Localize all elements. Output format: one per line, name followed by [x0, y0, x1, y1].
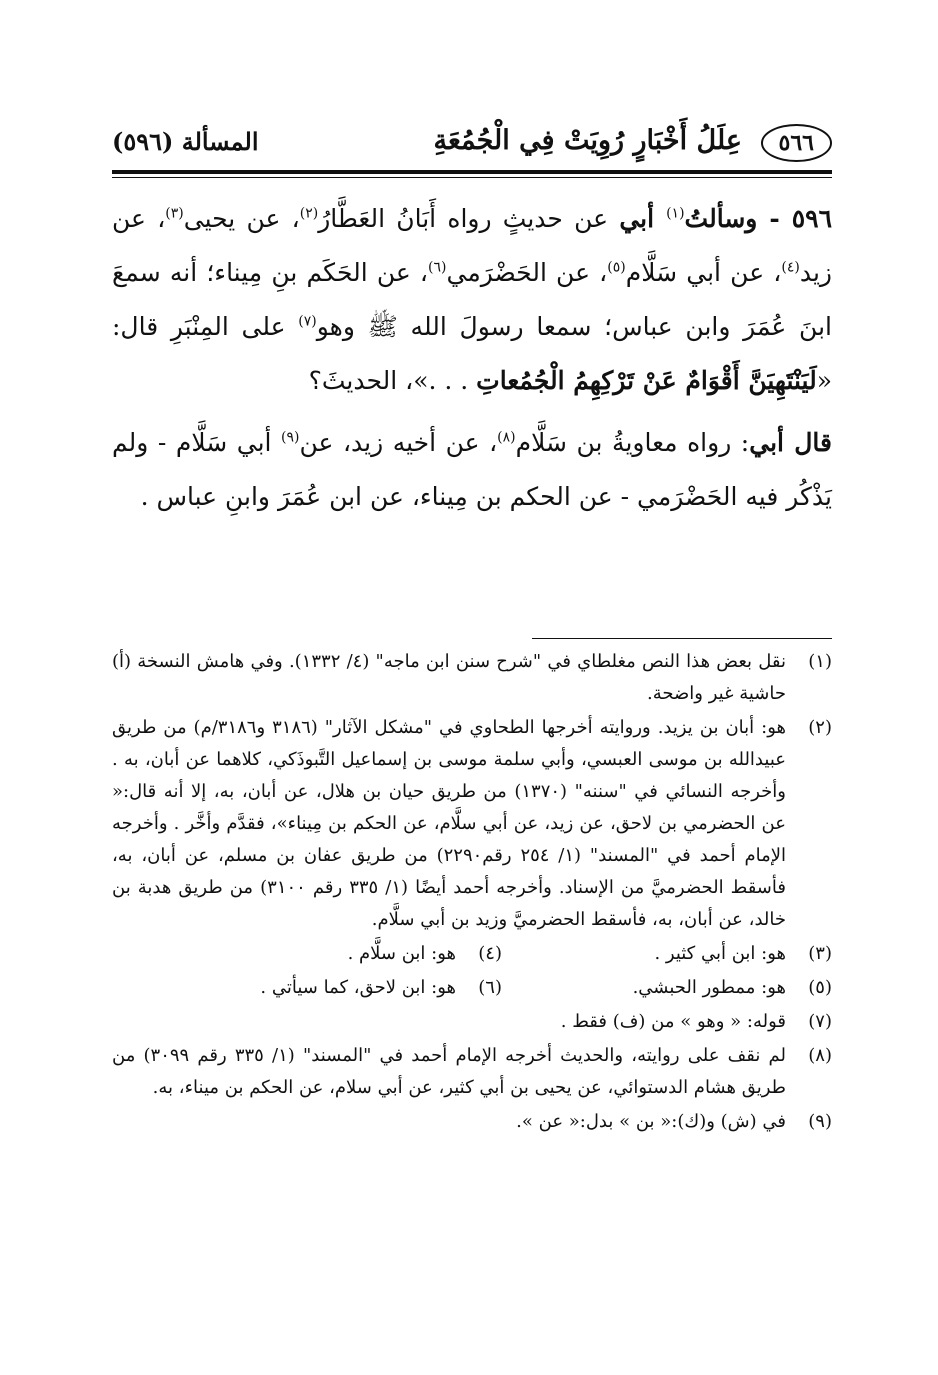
- footnote: [502, 938, 832, 970]
- question-paragraph: [112, 192, 832, 408]
- text-fragment: على المِنْبَرِ قال: «: [112, 312, 832, 395]
- footnote-text: هو: ممطور الحبشي.: [632, 977, 786, 998]
- footnote-number: (٧): [808, 1011, 832, 1032]
- footnote-number: (٦): [478, 977, 502, 998]
- footnote-ref: (٤): [781, 259, 800, 276]
- issue-label: المسألة (٥٩٦): [112, 127, 259, 156]
- text-fragment: ، عن الحَضْرَمي: [446, 258, 608, 287]
- main-text: [112, 192, 832, 524]
- footnote-ref: (١): [666, 205, 685, 222]
- footnote-number: (٩): [808, 1111, 832, 1132]
- footnote-number: (٣): [808, 943, 832, 964]
- text-fragment: ، عن أخيه زيد، عن: [299, 428, 498, 457]
- footnote-number: (٨): [808, 1045, 832, 1066]
- footnote: [172, 972, 502, 1004]
- text-fragment: : رواه معاويةُ بن سَلَّام: [515, 428, 750, 457]
- footnote-text: هو: ابن سلَّام .: [347, 943, 456, 964]
- footnotes: [112, 646, 832, 1140]
- footnote: [502, 972, 832, 1004]
- header-rule-thin: [112, 177, 832, 178]
- footnote: [112, 1040, 832, 1104]
- text-fragment: أبي سَلَّام - ولم يَذْكُر فيه الحَضْرَمي - عن الحكم بن مِيناء، عن ابن عُمَرَ وابنِ عباس .: [112, 428, 832, 511]
- text-fragment: ، عن أبي سَلَّام: [625, 258, 782, 287]
- footnote-separator: [532, 638, 832, 639]
- footnote-text: هو: ابن أبي كثير .: [654, 943, 786, 964]
- footnote-ref: (٢): [299, 205, 319, 222]
- footnote: [112, 1006, 832, 1038]
- text-fragment: قال أبي: [749, 428, 833, 457]
- footnote-text: لم نقف على روايته، والحديث أخرجه الإمام أحمد في "المسند" (١/ ٣٣٥ رقم ٣٠٩٩) من طريق هشام الدستوائي، عن يحيى بن أبي كثير، عن أبي سلام، عن الحكم بن ميناء، به.: [112, 1045, 786, 1098]
- footnote: [112, 712, 832, 936]
- footnote-number: (٥): [808, 977, 832, 998]
- text-fragment: - وسألتُ: [684, 204, 792, 233]
- footnote: [112, 1106, 832, 1138]
- footnote-text: هو: ابن لاحق، كما سيأتي .: [260, 977, 456, 998]
- text-fragment: ، عن الحَكَم بنِ مِيناء؛ أنه سمعَ ابنَ عُمَرَ وابن عباس؛ سمعا رسولَ الله ﷺ وهو: [112, 258, 832, 341]
- footnote-text: هو: أبان بن يزيد. وروايته أخرجها الطحاوي في "مشكل الآثار" (٣١٨٦ و٣١٨٦/م) من طريق عبيدالله بن موسى العبسي، وأبي سلمة موسى بن إسماعيل التَّبوذَكي، كلاهما عن أبان، به . وأخرجه النسائي في "سننه" (١٣٧٠) من طريق حيان بن هلال، عن أبان، به، إلا أنه قال:« عن الحضرمي بن لاحق، عن زيد، عن أبي سلَّام، عن الحكم بن مِيناء»، فقدَّم وأخَّر . وأخرجه الإمام أحمد في "المسند" (١/ ٢٥٤ رقم٢٢٩٠) من طريق عفان بن مسلم، عن أبان، به، فأسقط الحضرميَّ من الإسناد. وأخرجه أحمد أيضًا (١/ ٣٣٥ رقم ٣١٠٠) من طريق هدبة بن خالد، عن أبان، به، فأسقط الحضرميَّ وزيد بن أبي سلَّام.: [112, 717, 786, 930]
- footnote-text: نقل بعض هذا النص مغلطاي في "شرح سنن ابن ماجه" (٤/ ١٣٣٢). وفي هامش النسخة (أ) حاشية غير واضحة.: [112, 651, 786, 704]
- footnote-number: (١): [808, 651, 832, 672]
- footnote-ref: (٥): [607, 259, 626, 276]
- header-rule-thick: [112, 170, 832, 174]
- text-fragment: أبي: [619, 204, 667, 233]
- book-title: عِلَلُ أَخْبَارٍ رُوِيَتْ فِي الْجُمُعَةِ: [433, 125, 742, 156]
- hadith-quote: لَيَنْتَهِيَنَّ أَقْوَامٌ عَنْ تَرْكِهِمُ الْجُمُعاتِ: [476, 366, 817, 395]
- footnote: [172, 938, 502, 970]
- footnote-text: قوله: « وهو » من (ف) فقط .: [560, 1011, 786, 1032]
- footnote-ref: (٣): [165, 205, 184, 222]
- text-fragment: ، عن يحيى: [183, 204, 300, 233]
- running-header: [112, 120, 832, 166]
- entry-number: ٥٩٦: [791, 204, 833, 233]
- footnote-text: في (ش) و(ك):« بن » بدل:« عن ».: [516, 1111, 786, 1132]
- answer-paragraph: [112, 416, 832, 524]
- footnote: [112, 646, 832, 710]
- text-fragment: ، عن زيد: [112, 204, 832, 287]
- footnote-ref: (٦): [428, 259, 447, 276]
- footnote-number: (٤): [478, 943, 502, 964]
- text-fragment: عن حديثٍ رواه أَبَانُ العَطَّارُ: [318, 204, 620, 233]
- footnote-ref: (٧): [298, 313, 317, 330]
- footnote-number: (٢): [808, 717, 832, 738]
- footnote-pair: [112, 972, 832, 1004]
- footnote-ref: (٩): [281, 429, 300, 446]
- text-fragment: . . .»، الحديثَ؟: [308, 366, 477, 395]
- page-number: ٥٦٦: [761, 124, 832, 162]
- footnote-pair: [112, 938, 832, 970]
- footnote-ref: (٨): [497, 429, 516, 446]
